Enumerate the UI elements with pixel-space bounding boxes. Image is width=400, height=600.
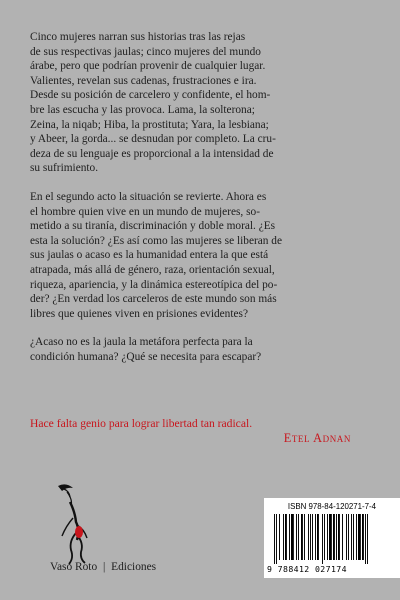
barcode-bar (351, 514, 352, 560)
text-line: En el segundo acto la situación se revierte. Ahora es (30, 190, 267, 203)
publisher-imprint: Ediciones (111, 561, 157, 573)
text-line: de sus respectivas jaulas; cinco mujeres del mundo (30, 45, 261, 58)
barcode-bar (353, 514, 354, 560)
text-line: Cinco mujeres narran sus historias tras las rejas (30, 31, 246, 43)
barcode-bar (285, 514, 287, 560)
barcode-bar (301, 514, 303, 560)
barcode-bar (317, 514, 319, 560)
barcode-bar (338, 514, 340, 560)
barcode-bar (322, 514, 323, 564)
barcode-bar (308, 514, 309, 560)
barcode-bar (324, 514, 325, 560)
barcode-bar (333, 514, 335, 560)
synopsis-paragraph-3 (30, 335, 372, 364)
synopsis-paragraph-2 (30, 190, 372, 321)
barcode-bar (362, 514, 364, 560)
text-line: el hombre quien vive en un mundo de mujeres, so- (30, 205, 260, 218)
barcode-bar (291, 514, 294, 560)
text-line: esta la solución? ¿Es así como las mujeres se liberan de (30, 234, 282, 247)
text-line: y Abeer, la gorda... se desnudan por completo. La cru- (30, 133, 276, 146)
isbn-label: ISBN 978-84-120271-7-4 (287, 502, 377, 511)
barcode-bar (329, 514, 332, 560)
barcode-bar (304, 514, 305, 560)
text-line: metido a su tiranía, discriminación y doble moral. ¿Es (30, 220, 276, 233)
barcode-digits: 9 788412 027174 (267, 564, 347, 574)
barcode-bar (358, 514, 361, 560)
barcode-bar (365, 514, 366, 564)
publisher-separator: | (103, 561, 106, 573)
text-line: Zeina, la niqab; Hiba, la prostituta; Yara, la lesbiana; (30, 118, 269, 131)
barcode-bar (336, 514, 337, 560)
barcode-bar (348, 514, 349, 560)
quote-text: Hace falta genio para lograr libertad tan radical. (30, 417, 253, 430)
barcode-bar (312, 514, 313, 560)
text-line: condición humana? ¿Qué se necesita para escapar? (30, 350, 262, 363)
synopsis-paragraph-1 (30, 30, 372, 176)
text-line: sus jaulas o acaso es la humanidad entera la que está (30, 249, 269, 262)
text-line: Desde su posición de carcelero y confidente, el hom- (30, 89, 271, 102)
barcode-bar (296, 514, 297, 560)
text-line: Valientes, revelan sus cadenas, frustraciones e ira. (30, 74, 257, 87)
text-line: ¿Acaso no es la jaula la metáfora perfecta para la (30, 336, 253, 349)
text-line: riqueza, apariencia, y la dinámica estereotípica del po- (30, 278, 278, 291)
barcode-bar (342, 514, 343, 560)
text-line: su sufrimiento. (30, 162, 99, 175)
barcode-bar (274, 514, 275, 564)
barcode-bar (327, 514, 328, 560)
text-line: bre las escucha y las provoca. Lama, la solterona; (30, 103, 255, 116)
text-line: der? ¿En verdad los carceleros de este mundo son más (30, 293, 277, 306)
publisher-label: Vaso Roto (50, 561, 98, 573)
text-line: libres que quienes viven en prisiones evidentes? (30, 307, 248, 320)
barcode-bars (272, 514, 394, 564)
barcode-bar (276, 514, 277, 564)
barcode-bar (298, 514, 299, 560)
barcode-bar (310, 514, 311, 560)
barcode-bar (315, 514, 316, 560)
barcode-bar (279, 514, 280, 560)
barcode-bar (289, 514, 290, 560)
epigraph-quote (30, 416, 372, 446)
synopsis (30, 30, 372, 378)
text-line: árabe, pero que podrían provenir de cualquier lugar. (30, 60, 266, 73)
text-line: deza de su lenguaje es proporcional a la intensidad de (30, 147, 274, 160)
figure-with-umbrella-logo (40, 478, 112, 570)
barcode-bar (283, 514, 284, 560)
text-line: atrapada, más allá de género, raza, orientación sexual, (30, 263, 275, 276)
barcode-bar (367, 514, 368, 564)
barcode-bar (346, 514, 347, 560)
publisher-name (50, 561, 156, 573)
quote-author: Etel Adnan (283, 431, 351, 445)
barcode (264, 498, 400, 578)
barcode-bar (356, 514, 357, 560)
